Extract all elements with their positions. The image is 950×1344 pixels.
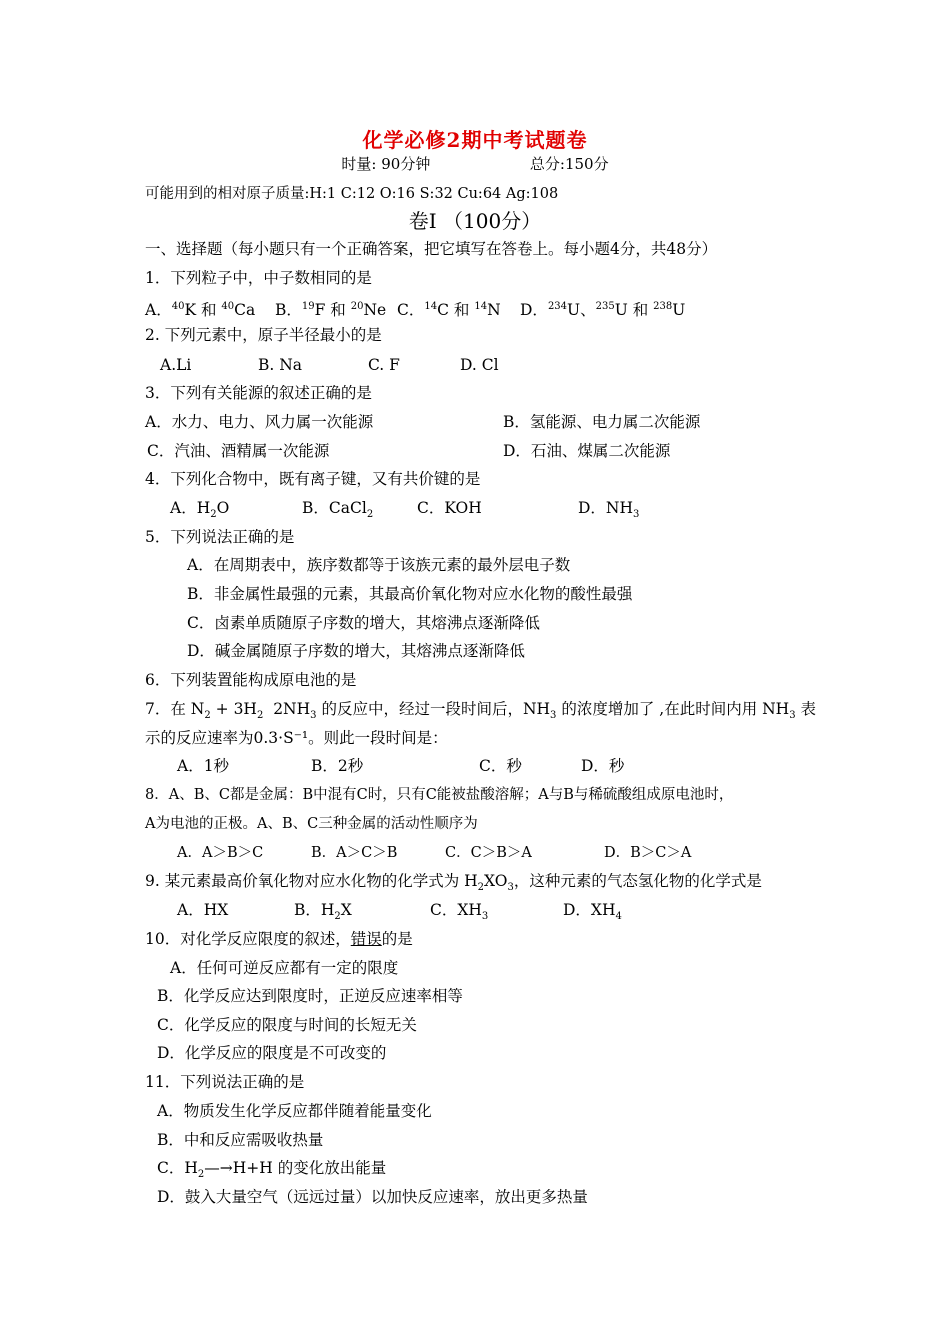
q4-option-b: B．CaCl$_2$ [302, 499, 374, 521]
q5-option-b: B．非金属性最强的元素，其最高价氧化物对应水化物的酸性最强 [187, 585, 633, 603]
q1-stem: 1．下列粒子中，中子数相同的是 [145, 269, 372, 287]
q8-option-d: D．B＞C＞A [604, 845, 692, 861]
q8-option-b: B．A＞C＞B [311, 845, 398, 861]
q4-option-c: C．KOH [417, 499, 482, 517]
atomic-mass-line: 可能用到的相对原子质量:H:1 C:12 O:16 S:32 Cu:64 Ag:108 [145, 186, 559, 202]
instructions: 一、选择题（每小题只有一个正确答案，把它填写在答卷上。每小题4分，共48分） [145, 240, 718, 258]
q7-option-c: C．秒 [479, 757, 522, 775]
q8-option-a: A．A＞B＞C [177, 845, 264, 861]
q5-option-c: C．卤素单质随原子序数的增大，其熔沸点逐渐降低 [187, 614, 540, 632]
q2-option-b: B. Na [258, 356, 303, 374]
q2-option-d: D. Cl [460, 356, 499, 374]
q8-option-c: C．C＞B＞A [445, 845, 532, 861]
q9-option-a: A．HX [177, 901, 229, 919]
q4-stem: 4．下列化合物中，既有离子键，又有共价键的是 [145, 470, 481, 488]
q9-option-c: C．$XH_3$ [430, 901, 489, 923]
q9-option-b: B．$H_2X$ [294, 901, 352, 923]
q3-option-d: D．石油、煤属二次能源 [503, 442, 671, 460]
q3-option-a: A．水力、电力、风力属一次能源 [145, 413, 374, 431]
time-limit: 时量: 90分钟 [341, 155, 431, 173]
q1-option-a: A．$^{40}$K 和 $^{40}$Ca [145, 301, 256, 320]
q6-stem: 6．下列装置能构成原电池的是 [145, 671, 357, 689]
q9-option-d: D．$XH_4$ [563, 901, 622, 923]
q2-stem: 2. 下列元素中，原子半径最小的是 [145, 326, 382, 344]
exam-meta [0, 153, 950, 174]
q10-option-b: B．化学反应达到限度时，正逆反应速率相等 [157, 987, 463, 1005]
q1-option-b: B．$^{19}$F 和 $^{20}$Ne [275, 301, 387, 320]
q7-option-d: D．秒 [581, 757, 625, 775]
q5-option-a: A．在周期表中，族序数都等于该族元素的最外层电子数 [187, 556, 571, 574]
q2-option-a: A.Li [160, 356, 192, 374]
q4-option-d: D．$NH_3$ [578, 499, 640, 521]
q7-stem-line2: 示的反应速率为0.3·S⁻¹。则此一段时间是： [145, 729, 448, 747]
q1-option-d: D．$^{234}$U、$^{235}$U 和 $^{238}$U [520, 301, 686, 320]
q9-stem: 9. 某元素最高价氧化物对应水化物的化学式为 $H_2XO_3$，这种元素的气态氢化物的化学式是 [145, 872, 762, 894]
q8-stem-line2: A为电池的正极。A、B、C三种金属的活动性顺序为 [145, 816, 478, 832]
q11-stem: 11．下列说法正确的是 [145, 1073, 305, 1091]
q11-option-c: C．$H_2—\to H+H$ 的变化放出能量 [157, 1159, 387, 1181]
q10-option-a: A．任何可逆反应都有一定的限度 [170, 959, 399, 977]
q10-option-c: C．化学反应的限度与时间的长短无关 [157, 1016, 417, 1034]
total-score: 总分:150分 [529, 155, 609, 173]
q7-option-b: B．2秒 [311, 757, 364, 775]
q3-option-b: B．氢能源、电力属二次能源 [503, 413, 701, 431]
exam-title: 化学必修2期中考试题卷 [362, 128, 588, 152]
q11-option-d: D．鼓入大量空气（远远过量）以加快反应速率，放出更多热量 [157, 1188, 588, 1206]
q2-option-c: C. F [368, 356, 400, 374]
q10-option-d: D．化学反应的限度是不可改变的 [157, 1044, 387, 1062]
q5-stem: 5．下列说法正确的是 [145, 528, 295, 546]
q7-stem-line1: 7．在 $N_2 + 3H_2$ $2NH_3$ 的反应中，经过一段时间后，$NH_3$ 的浓度增加了 ,在此时间内用 $NH_3$ 表 [145, 700, 817, 722]
q11-option-a: A．物质发生化学反应都伴随着能量变化 [157, 1102, 432, 1120]
q10-stem: 10．对化学反应限度的叙述，错误的是 [145, 930, 413, 948]
q3-stem: 3．下列有关能源的叙述正确的是 [145, 384, 372, 402]
section-heading: 卷Ⅰ （100分） [408, 209, 542, 233]
q8-stem-line1: 8．A、B、C都是金属：B中混有C时，只有C能被盐酸溶解；A与B与稀硫酸组成原电池时， [145, 787, 734, 803]
q3-option-c: C．汽油、酒精属一次能源 [147, 442, 330, 460]
q11-option-b: B．中和反应需吸收热量 [157, 1131, 324, 1149]
q1-option-c: C．$^{14}$C 和 $^{14}$N [397, 301, 501, 320]
q5-option-d: D．碱金属随原子序数的增大，其熔沸点逐渐降低 [187, 642, 525, 660]
q4-option-a: A．$H_2O$ [170, 499, 230, 521]
q7-option-a: A．1秒 [177, 757, 230, 775]
